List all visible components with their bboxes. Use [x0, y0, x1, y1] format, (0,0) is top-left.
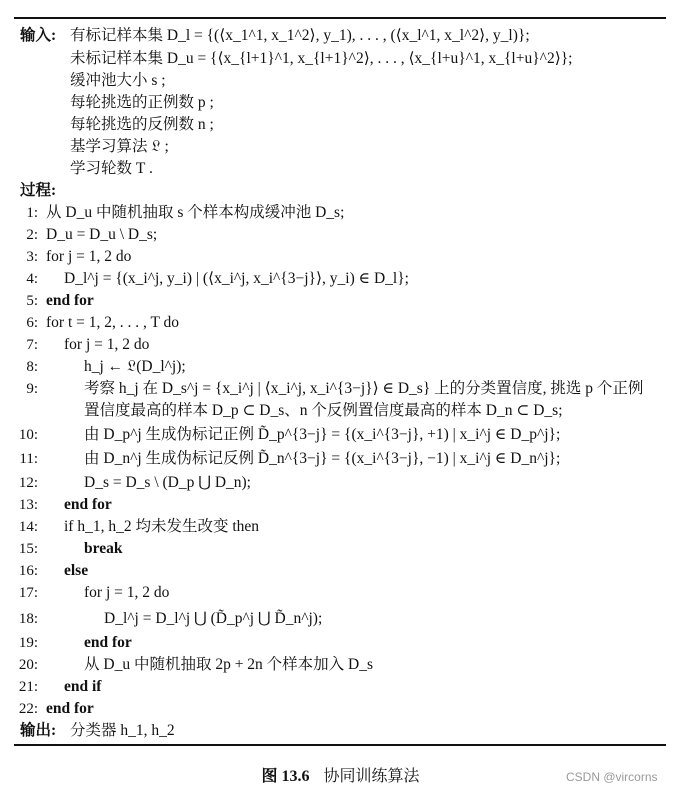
- step-text: end if: [64, 678, 102, 695]
- line-number: 12:: [18, 475, 38, 491]
- line-number: 18:: [18, 611, 38, 627]
- line-number: 14:: [18, 519, 38, 535]
- step-text: h_j ← 𝔏(D_l^j);: [84, 358, 186, 375]
- line-number: 21:: [18, 679, 38, 695]
- step-text: D_s = D_s \ (D_p ⋃ D_n);: [84, 474, 251, 491]
- line-number: 17:: [18, 585, 38, 601]
- watermark: CSDN @vircorns: [566, 770, 658, 784]
- step-text: D_l^j = D_l^j ⋃ (D̃_p^j ⋃ D̃_n^j);: [104, 610, 323, 627]
- input-text: 未标记样本集 D_u = {⟨x_{l+1}^1, x_{l+1}^2⟩, . . . , ⟨x_{l+u}^1, x_{l+u}^2⟩};: [70, 50, 573, 67]
- line-number: 11:: [19, 451, 38, 467]
- step-text: end for: [84, 634, 132, 651]
- step-text: for j = 1, 2 do: [64, 336, 150, 353]
- process-label: 过程:: [20, 182, 57, 199]
- line-number: 6:: [26, 315, 38, 331]
- line-number: 2:: [26, 227, 38, 243]
- top-rule: [14, 17, 666, 19]
- line-number: 19:: [18, 635, 38, 651]
- step-text: 从 D_u 中随机抽取 2p + 2n 个样本加入 D_s: [84, 656, 374, 673]
- line-number: 15:: [18, 541, 38, 557]
- step-text: for t = 1, 2, . . . , T do: [46, 314, 180, 331]
- line-number: 4:: [26, 271, 38, 287]
- line-number: 20:: [18, 657, 38, 673]
- step-text: D_l^j = {(x_i^j, y_i) | (⟨x_i^j, x_i^{3−j}⟩, y_i) ∈ D_l};: [64, 270, 409, 287]
- output-text: 分类器 h_1, h_2: [70, 722, 175, 739]
- input-text: 有标记样本集 D_l = {(⟨x_1^1, x_1^2⟩, y_1), . . . , (⟨x_l^1, x_l^2⟩, y_l)};: [70, 27, 530, 44]
- step-text: end for: [46, 700, 94, 717]
- input-text: 每轮挑选的反例数 n ;: [70, 116, 214, 133]
- step-text: end for: [64, 496, 112, 513]
- line-number: 16:: [18, 563, 38, 579]
- input-text: 每轮挑选的正例数 p ;: [70, 94, 214, 111]
- line-number: 3:: [26, 249, 38, 265]
- step-text: if h_1, h_2 均未发生改变 then: [64, 518, 260, 535]
- line-number: 1:: [26, 205, 38, 221]
- step-text: else: [64, 562, 89, 579]
- step-text: 考察 h_j 在 D_s^j = {x_i^j | ⟨x_i^j, x_i^{3−j}⟩ ∈ D_s} 上的分类置信度, 挑选 p 个正例: [84, 380, 644, 397]
- line-number: 5:: [26, 293, 38, 309]
- line-number: 8:: [26, 359, 38, 375]
- output-label: 输出:: [20, 722, 57, 739]
- bottom-rule: [14, 744, 666, 746]
- step-text: D_u = D_u \ D_s;: [46, 226, 158, 243]
- input-text: 基学习算法 𝔏 ;: [70, 138, 169, 155]
- line-number: 9:: [26, 381, 38, 397]
- line-number: 13:: [18, 497, 38, 513]
- step-text: end for: [46, 292, 94, 309]
- line-number: 7:: [26, 337, 38, 353]
- step-text: for j = 1, 2 do: [84, 584, 170, 601]
- line-number: 10:: [18, 427, 38, 443]
- step-text: break: [84, 540, 123, 557]
- step-text: for j = 1, 2 do: [46, 248, 132, 265]
- input-label: 输入:: [20, 27, 57, 44]
- input-text: 学习轮数 T .: [70, 160, 153, 177]
- step-text: 由 D_n^j 生成伪标记反例 D̃_n^{3−j} = {(x_i^{3−j}, −1) | x_i^j ∈ D_n^j};: [84, 450, 561, 467]
- step-text: 由 D_p^j 生成伪标记正例 D̃_p^{3−j} = {(x_i^{3−j}, +1) | x_i^j ∈ D_p^j};: [84, 426, 561, 443]
- step-text: 从 D_u 中随机抽取 s 个样本构成缓冲池 D_s;: [46, 204, 345, 221]
- input-text: 缓冲池大小 s ;: [70, 72, 166, 89]
- line-number: 22:: [18, 701, 38, 717]
- figure-title: 协同训练算法: [323, 768, 420, 785]
- step-text: 置信度最高的样本 D_p ⊂ D_s、n 个反例置信度最高的样本 D_n ⊂ D_s;: [84, 402, 563, 419]
- figure-number: 图 13.6: [261, 768, 310, 785]
